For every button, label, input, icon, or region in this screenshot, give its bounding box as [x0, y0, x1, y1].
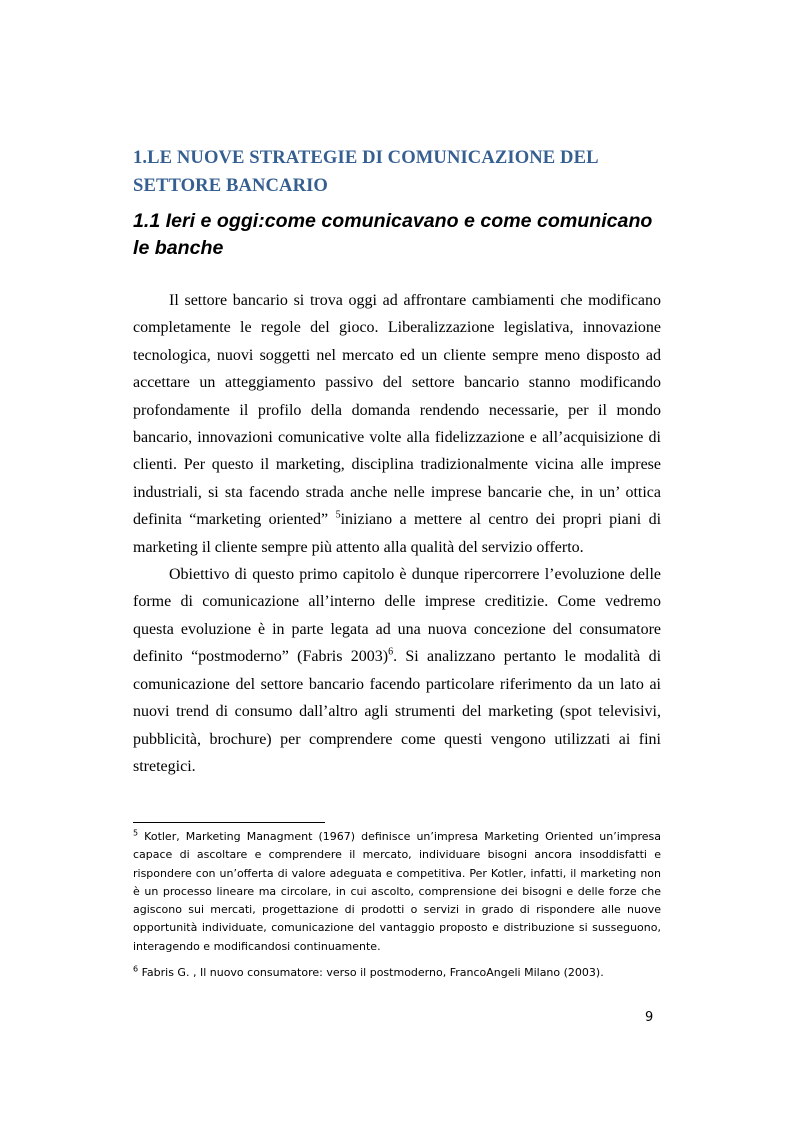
- footnote-5: [133, 828, 661, 956]
- body-paragraph-2: [133, 561, 661, 780]
- footnote-6-marker: 6: [133, 964, 139, 974]
- footnote-5-text: Kotler, Marketing Managment (1967) definisce un’impresa Marketing Oriented un’impresa capace di ascoltare e comprendere il mercato, individuare bisogni ancora insoddisfatti e rispondere con un’offerta di valore adeguata e competitiva. Per Kotler, infatti, il marketing non è un processo lineare ma circolare, in cui ascolto, comprensione dei bisogni e delle forze che agiscono sui mercati, progettazione di prodotti o servizi in grado di rispondere alle nuove opportunità individuate, comunicazione del vantaggio proposto e distribuzione si susseguono, interagendo e modificandosi continuamente.: [133, 830, 661, 953]
- section-title: 1.1 Ieri e oggi:come comunicavano e come comunicano le banche: [133, 210, 653, 259]
- page-number: 9: [645, 1010, 654, 1025]
- footnote-separator: [133, 822, 325, 823]
- body-text: [133, 287, 661, 780]
- footnote-5-marker: 5: [133, 828, 139, 838]
- paragraph-1-text-a: Il settore bancario si trova oggi ad affrontare cambiamenti che modificano completamente le regole del gioco. Liberalizzazione legislativa, innovazione tecnologica, nuovi soggetti nel mercato ed un cliente sempre meno disposto ad accettare un atteggiamento passivo del settore bancario stanno modificando profondamente il profilo della domanda rendendo necessarie, per il mondo bancario, innovazioni comunicative volte alla fidelizzazione e all’acquisizione di clienti. Per questo il marketing, disciplina tradizionalmente vicina alle imprese industriali, si sta facendo strada anche nelle imprese bancarie che, in un’ ottica definita “marketing oriented”: [133, 292, 661, 529]
- footnote-6-text: Fabris G. , Il nuovo consumatore: verso il postmoderno, FrancoAngeli Milano (2003).: [138, 966, 604, 980]
- paragraph-2-text-a: Obiettivo di questo primo capitolo è dunque ripercorrere l’evoluzione delle forme di comunicazione all’interno delle imprese creditizie. Come vedremo questa evoluzione è in parte legata ad una nuova concezione del consumatore definito “postmoderno” (Fabris 2003): [133, 566, 661, 666]
- chapter-title: 1.LE NUOVE STRATEGIE DI COMUNICAZIONE DEL SETTORE BANCARIO: [133, 147, 598, 196]
- paragraph-1-text-b: iniziano a mettere al centro dei propri piani di marketing il cliente sempre più attento alla qualità del servizio offerto.: [133, 511, 662, 556]
- paragraph-2-text-b: . Si analizzano pertanto le modalità di comunicazione del settore bancario facendo particolare riferimento da un lato ai nuovi trend di consumo dall’altro agli strumenti del marketing (spot televisivi, pubblicità, brochure) per comprendere come questi vengono utilizzati ai fini stretegici.: [133, 648, 662, 775]
- footnotes: [133, 828, 661, 982]
- body-paragraph-1: [133, 287, 661, 561]
- footnote-ref-6[interactable]: 6: [388, 646, 394, 658]
- footnote-ref-5[interactable]: 5: [335, 509, 341, 521]
- footnote-6: [133, 964, 661, 982]
